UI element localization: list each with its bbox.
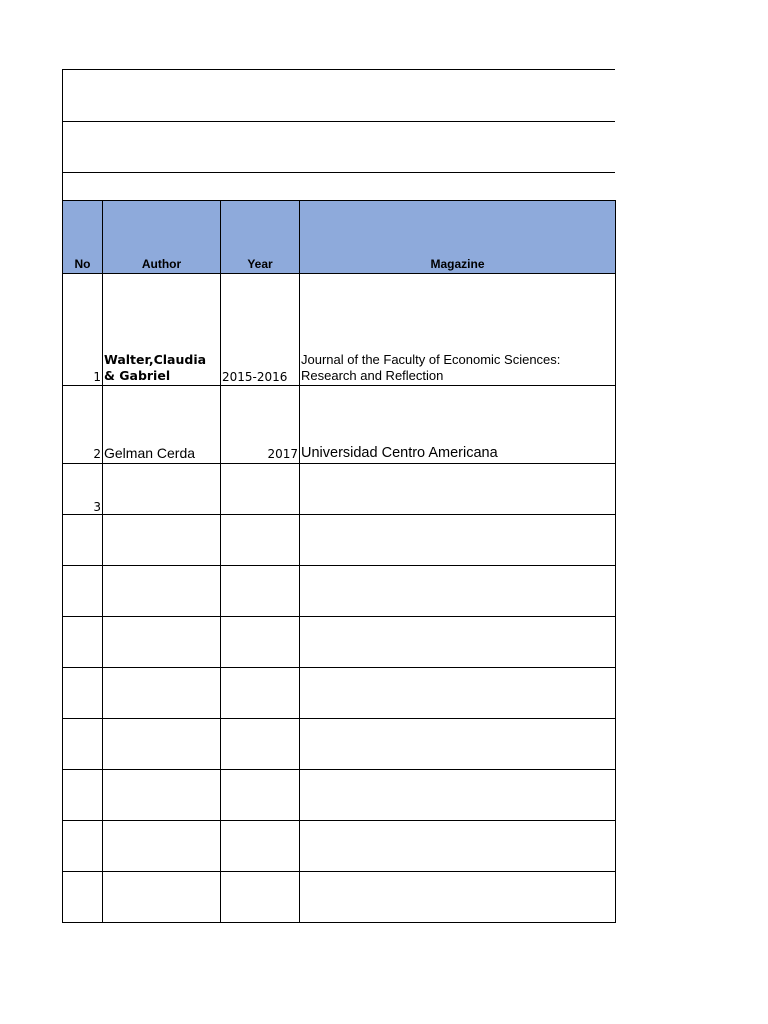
empty-row bbox=[63, 617, 616, 668]
table-row bbox=[63, 386, 616, 464]
empty-cell[interactable] bbox=[221, 719, 300, 770]
empty-cell[interactable] bbox=[63, 668, 103, 719]
empty-row bbox=[63, 872, 616, 923]
empty-cell[interactable] bbox=[221, 770, 300, 821]
empty-cell[interactable] bbox=[63, 617, 103, 668]
empty-row bbox=[63, 515, 616, 566]
header-magazine[interactable]: Magazine bbox=[300, 201, 616, 274]
header-author[interactable]: Author bbox=[103, 201, 221, 274]
empty-cell[interactable] bbox=[103, 617, 221, 668]
title-row bbox=[62, 69, 615, 121]
cell-year[interactable]: 2017 bbox=[221, 386, 300, 464]
empty-cell[interactable] bbox=[221, 566, 300, 617]
empty-row bbox=[63, 770, 616, 821]
table-row bbox=[63, 464, 616, 515]
cell-year[interactable]: 2015-2016 bbox=[221, 274, 300, 386]
empty-cell[interactable] bbox=[63, 872, 103, 923]
cell-author[interactable] bbox=[103, 464, 221, 515]
empty-cell[interactable] bbox=[103, 770, 221, 821]
empty-cell[interactable] bbox=[221, 515, 300, 566]
table-row bbox=[63, 274, 616, 386]
header-row bbox=[63, 201, 616, 274]
header-year[interactable]: Year bbox=[221, 201, 300, 274]
empty-cell[interactable] bbox=[300, 566, 616, 617]
empty-row bbox=[63, 566, 616, 617]
empty-cell[interactable] bbox=[300, 719, 616, 770]
subtitle-row bbox=[62, 121, 615, 172]
empty-cell[interactable] bbox=[103, 821, 221, 872]
empty-cell[interactable] bbox=[63, 770, 103, 821]
empty-row bbox=[63, 719, 616, 770]
empty-cell[interactable] bbox=[221, 821, 300, 872]
cell-author[interactable]: Gelman Cerda bbox=[103, 386, 221, 464]
cell-magazine[interactable]: Universidad Centro Americana bbox=[300, 386, 616, 464]
empty-cell[interactable] bbox=[221, 872, 300, 923]
spacer-row bbox=[62, 172, 615, 201]
cell-author[interactable]: Walter,Claudia & Gabriel bbox=[103, 274, 221, 386]
cell-no[interactable]: 2 bbox=[63, 386, 103, 464]
cell-no[interactable]: 1 bbox=[63, 274, 103, 386]
header-no[interactable]: No bbox=[63, 201, 103, 274]
empty-cell[interactable] bbox=[300, 872, 616, 923]
empty-cell[interactable] bbox=[63, 566, 103, 617]
empty-row bbox=[63, 821, 616, 872]
empty-cell[interactable] bbox=[300, 617, 616, 668]
empty-cell[interactable] bbox=[103, 872, 221, 923]
empty-cell[interactable] bbox=[103, 566, 221, 617]
empty-cell[interactable] bbox=[300, 668, 616, 719]
empty-cell[interactable] bbox=[221, 617, 300, 668]
empty-cell[interactable] bbox=[103, 515, 221, 566]
empty-cell[interactable] bbox=[300, 515, 616, 566]
empty-row bbox=[63, 668, 616, 719]
empty-cell[interactable] bbox=[63, 515, 103, 566]
references-table bbox=[62, 200, 616, 923]
cell-magazine[interactable]: Journal of the Faculty of Economic Sciences: Research and Reflection bbox=[300, 274, 616, 386]
cell-no[interactable]: 3 bbox=[63, 464, 103, 515]
cell-magazine[interactable] bbox=[300, 464, 616, 515]
empty-cell[interactable] bbox=[103, 719, 221, 770]
empty-cell[interactable] bbox=[300, 770, 616, 821]
empty-cell[interactable] bbox=[300, 821, 616, 872]
empty-cell[interactable] bbox=[103, 668, 221, 719]
cell-year[interactable] bbox=[221, 464, 300, 515]
empty-cell[interactable] bbox=[221, 668, 300, 719]
empty-cell[interactable] bbox=[63, 719, 103, 770]
empty-cell[interactable] bbox=[63, 821, 103, 872]
